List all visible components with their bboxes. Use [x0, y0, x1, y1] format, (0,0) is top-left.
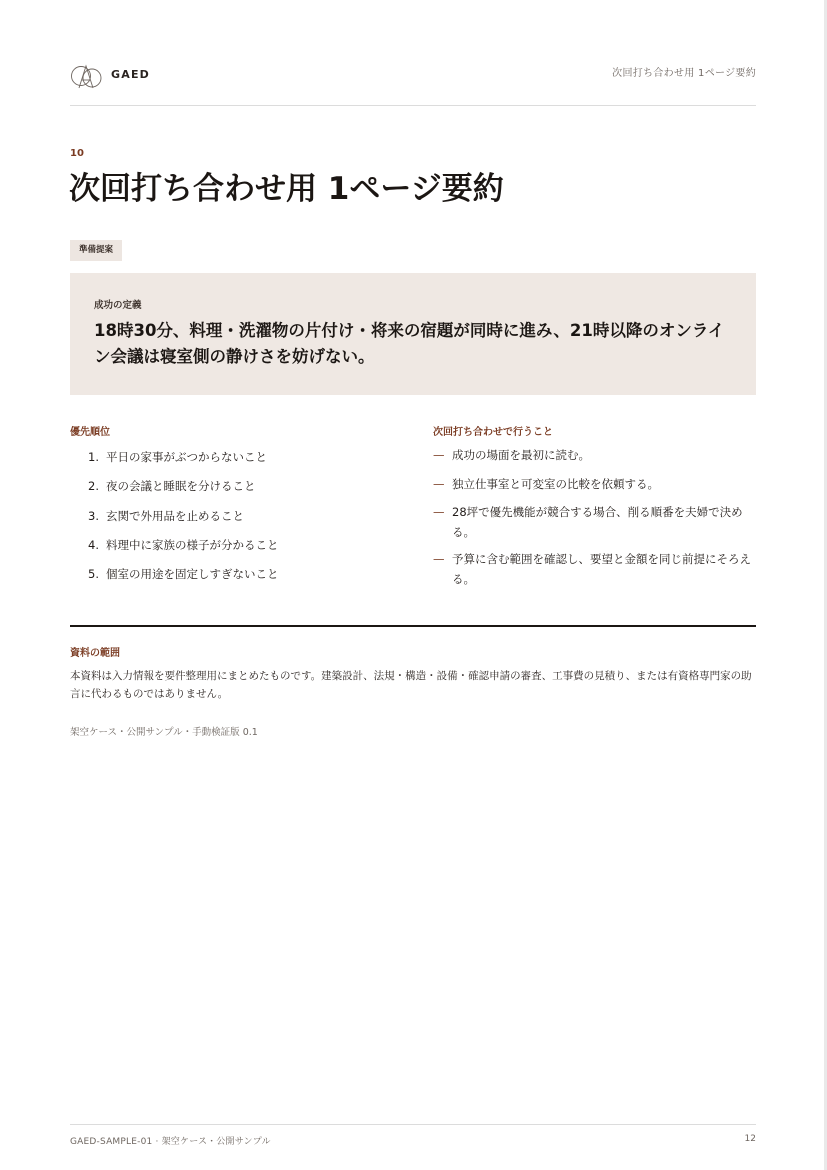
success-definition-panel — [70, 273, 756, 395]
gaed-logo-icon — [70, 60, 104, 90]
header-document-title: 次回打ち合わせ用 1ページ要約 — [612, 68, 756, 79]
success-label: 成功の定義 — [94, 300, 142, 311]
list-item — [433, 446, 756, 466]
footer-document-id: GAED-SAMPLE-01 · 架空ケース・公開サンプル — [70, 1137, 271, 1147]
next-actions-list — [433, 446, 756, 597]
dash-bullet: — — [433, 448, 445, 462]
list-item — [433, 550, 756, 589]
list-item-text: 夜の会議と睡眠を分けること — [106, 479, 256, 494]
section-divider — [70, 625, 756, 627]
status-tag: 準備提案 — [70, 240, 122, 261]
list-item — [70, 534, 400, 563]
next-actions-heading: 次回打ち合わせで行うこと — [433, 427, 553, 438]
scope-heading: 資料の範囲 — [70, 648, 120, 659]
list-item-number: 5. — [88, 567, 99, 582]
list-item-number: 4. — [88, 537, 99, 552]
priority-list — [70, 446, 400, 592]
dash-bullet: — — [433, 476, 445, 491]
list-item-number: 3. — [88, 508, 99, 523]
list-item-text: 玄関で外用品を止めること — [106, 508, 244, 523]
list-item-text: 成功の場面を最初に読む。 — [452, 448, 590, 462]
dash-bullet: — — [433, 552, 445, 566]
list-item-text: 平日の家事がぶつからないこと — [106, 450, 267, 464]
priorities-heading: 優先順位 — [70, 427, 110, 438]
list-item — [70, 475, 400, 504]
scope-text: 本資料は入力情報を要件整理用にまとめたものです。建築設計、法規・構造・設備・確認申請の審査、工事費の見積り、または有資格専門家の助言に代わるものではありません。 — [70, 670, 752, 700]
list-item-number: 1. — [88, 450, 99, 464]
list-item — [433, 475, 756, 495]
page-title: 次回打ち合わせ用 1ページ要約 — [69, 171, 504, 207]
page-header — [70, 58, 756, 106]
page-number: 12 — [744, 1134, 756, 1144]
list-item-text: 料理中に家族の様子が分かること — [106, 537, 279, 552]
list-item — [70, 563, 400, 592]
list-item-text: 独立仕事室と可変室の比較を依頼する。 — [452, 476, 659, 491]
list-item — [433, 503, 756, 542]
page-footer — [70, 1124, 756, 1153]
section-number: 10 — [70, 148, 84, 159]
list-item — [70, 446, 400, 475]
version-note: 架空ケース・公開サンプル・手動検証版 0.1 — [70, 727, 258, 738]
list-item-text: 予算に含む範囲を確認し、要望と金額を同じ前提にそろえる。 — [452, 552, 751, 586]
list-item — [70, 505, 400, 534]
list-item-text: 28坪で優先機能が競合する場合、削る順番を夫婦で決める。 — [452, 505, 743, 539]
list-item-number: 2. — [88, 479, 99, 494]
list-item-text: 個室の用途を固定しすぎないこと — [106, 567, 279, 582]
dash-bullet: — — [433, 505, 445, 519]
brand-name: GAED — [111, 68, 150, 81]
success-text: 18時30分、料理・洗濯物の片付け・将来の宿題が同時に進み、21時以降のオンライン会議は寝室側の静けさを妨げない。 — [94, 321, 725, 366]
